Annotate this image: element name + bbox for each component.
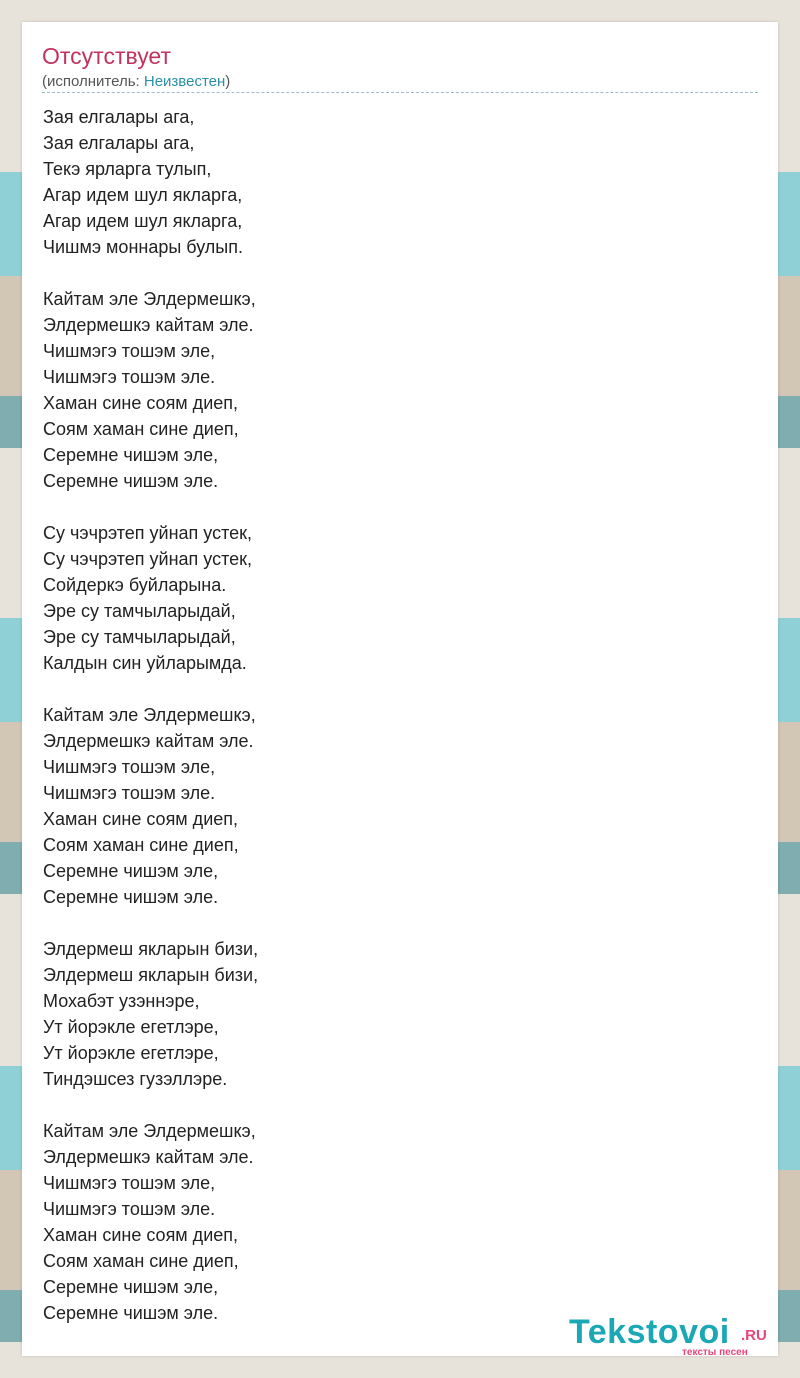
lyric-line: Соям хаман сине диеп, xyxy=(43,1251,239,1271)
lyric-line: Тиндэшсез гузэллэре. xyxy=(43,1069,228,1089)
lyric-line: Чишмэгэ тошэм эле. xyxy=(43,1199,216,1219)
lyric-line: Сойдеркэ буйларына. xyxy=(43,575,227,595)
lyric-line: Чишмэгэ тошэм эле, xyxy=(43,341,216,361)
stanza-gap xyxy=(43,1092,258,1118)
stanza-gap xyxy=(43,676,258,702)
lyric-line: Серемне чишэм эле. xyxy=(43,887,219,907)
lyric-line: Кайтам эле Элдермешкэ, xyxy=(43,289,256,309)
lyric-line: Элдермеш якларын бизи, xyxy=(43,965,259,985)
logo-tagline: тексты песен xyxy=(682,1347,748,1358)
lyric-line: Ут йорэкле егетлэре, xyxy=(43,1017,219,1037)
lyric-line: Кайтам эле Элдермешкэ, xyxy=(43,1121,256,1141)
lyric-line: Мохабэт узэннэре, xyxy=(43,991,200,1011)
lyric-line: Чишмэгэ тошэм эле. xyxy=(43,783,216,803)
lyric-line: Серемне чишэм эле. xyxy=(43,471,219,491)
lyric-line: Элдермешкэ кайтам эле. xyxy=(43,315,254,335)
stanza-gap xyxy=(43,260,258,286)
lyric-line: Хаман сине соям диеп, xyxy=(43,809,239,829)
stanza-gap xyxy=(43,910,258,936)
site-logo[interactable] xyxy=(569,1313,779,1358)
lyric-line: Чишмэгэ тошэм эле, xyxy=(43,757,216,777)
stanza-gap xyxy=(43,494,258,520)
lyric-line: Серемне чишэм эле. xyxy=(43,1303,219,1323)
lyric-line: Чишмэгэ тошэм эле. xyxy=(43,367,216,387)
lyric-line: Элдермешкэ кайтам эле. xyxy=(43,731,254,751)
lyric-line: Агар идем шул якларга, xyxy=(43,211,243,231)
artist-line xyxy=(42,72,230,92)
logo-domain: .RU xyxy=(741,1327,767,1344)
lyric-line: Текэ ярларга тулып, xyxy=(43,159,212,179)
lyric-line: Серемне чишэм эле, xyxy=(43,445,219,465)
lyric-line: Эре су тамчыларыдай, xyxy=(43,627,236,647)
lyric-line: Чишмэ моннары булып. xyxy=(43,237,243,257)
lyric-line: Зая елгалары ага, xyxy=(43,107,195,127)
lyric-line: Соям хаман сине диеп, xyxy=(43,419,239,439)
logo-name: Tekstovoi xyxy=(569,1313,730,1351)
title-divider xyxy=(42,92,758,93)
lyrics-card xyxy=(22,22,778,1356)
artist-prefix: (исполнитель: xyxy=(42,73,144,90)
artist-link[interactable]: Неизвестен xyxy=(143,73,226,90)
lyric-line: Элдермешкэ кайтам эле. xyxy=(43,1147,254,1167)
lyric-line: Чишмэгэ тошэм эле, xyxy=(43,1173,216,1193)
lyric-line: Зая елгалары ага, xyxy=(43,133,195,153)
lyrics-text xyxy=(43,104,258,1326)
lyric-line: Кайтам эле Элдермешкэ, xyxy=(43,705,256,725)
lyric-line: Калдын син уйларымда. xyxy=(43,653,247,673)
lyric-line: Соям хаман сине диеп, xyxy=(43,835,239,855)
lyric-line: Эре су тамчыларыдай, xyxy=(43,601,236,621)
lyric-line: Хаман сине соям диеп, xyxy=(43,393,239,413)
artist-suffix: ) xyxy=(225,73,231,90)
lyric-line: Серемне чишэм эле, xyxy=(43,861,219,881)
lyric-line: Су чэчрэтеп уйнап устек, xyxy=(43,549,253,569)
lyric-line: Агар идем шул якларга, xyxy=(43,185,243,205)
lyric-line: Хаман сине соям диеп, xyxy=(43,1225,239,1245)
lyric-line: Элдермеш якларын бизи, xyxy=(43,939,259,959)
song-title: Отсутствует xyxy=(42,43,171,69)
lyric-line: Серемне чишэм эле, xyxy=(43,1277,219,1297)
lyric-line: Ут йорэкле егетлэре, xyxy=(43,1043,219,1063)
lyric-line: Су чэчрэтеп уйнап устек, xyxy=(43,523,253,543)
